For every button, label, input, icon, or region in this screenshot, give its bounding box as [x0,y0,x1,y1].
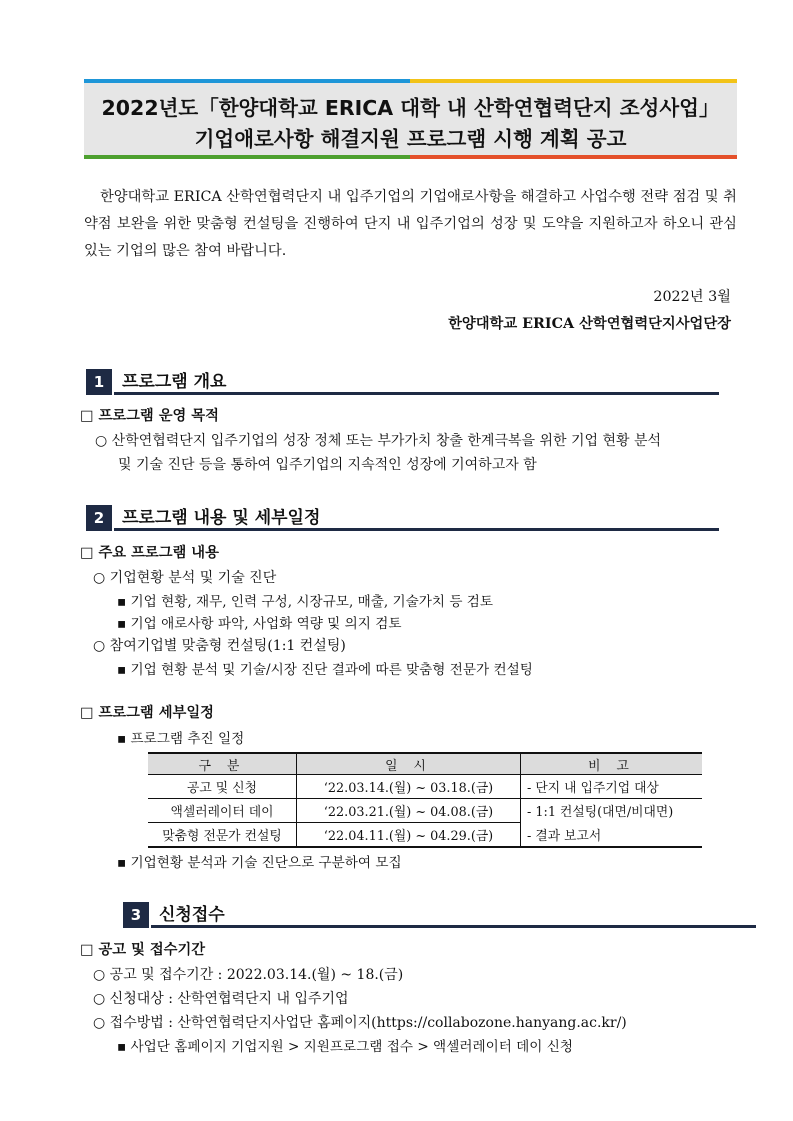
subsection-heading: □ 공고 및 접수기간 [80,942,206,958]
table-cell: 액셀러레이터 데이 [148,799,297,823]
list-item: ○ 신청대상 : 산학연협력단지 내 입주기업 [93,991,349,1007]
list-item-continued: 및 기술 진단 등을 통하여 입주기업의 지속적인 성장에 기여하고자 함 [118,457,537,473]
issuing-organization: 한양대학교 ERICA 산학연협력단지사업단장 [448,316,731,332]
list-item: ○ 기업현황 분석 및 기술 진단 [93,570,277,586]
table-cell: ‘22.03.14.(월) ~ 03.18.(금) [297,775,521,799]
section-title: 프로그램 내용 및 세부일정 [122,508,321,528]
section-title: 프로그램 개요 [122,372,227,392]
table-row [148,823,702,848]
page-title-line1: 2022년도「한양대학교 ERICA 대학 내 산학연협력단지 조성사업」 [101,96,720,120]
list-subitem: ▪ 기업 현황, 재무, 인력 구성, 시장규모, 매출, 기술가치 등 검토 [117,594,494,610]
list-subitem: ▪ 프로그램 추진 일정 [117,731,245,747]
table-header-row [148,753,702,775]
table-cell: - 1:1 컨설팅(대면/비대면) [527,805,674,821]
announcement-date: 2022년 3월 [653,289,731,305]
title-accent-bar [410,155,737,159]
section-number: 2 [86,505,112,531]
list-subitem: ▪ 기업현황 분석과 기술 진단으로 구분하여 모집 [117,855,402,871]
intro-paragraph: 한양대학교 ERICA 산학연협력단지 내 입주기업의 기업애로사항을 해결하고 사업수행 전략 점검 및 취약점 보완을 위한 맞춤형 컨설팅을 진행하여 단지 내 입주기업의 성장 및 도약을 지원하고자 하오니 관심 있는 기업의 많은 참여 바랍니다. [84,189,737,259]
section-number: 1 [86,369,112,395]
section-number: 3 [123,902,149,928]
table-header-cell: 비 고 [521,753,703,775]
title-accent-bar [84,155,410,159]
list-item: ○ 산학연협력단지 입주기업의 성장 정체 또는 부가가치 창출 한계극복을 위한 기업 현황 분석 [95,433,662,449]
schedule-table [148,752,702,848]
list-subitem: ▪ 사업단 홈페이지 기업지원 > 지원프로그램 접수 > 액셀러레이터 데이 신청 [117,1039,574,1055]
table-cell: 공고 및 신청 [148,775,297,799]
table-cell: ‘22.03.21.(월) ~ 04.08.(금) [297,799,521,823]
subsection-heading: □ 주요 프로그램 내용 [80,545,219,561]
subsection-heading: □ 프로그램 운영 목적 [80,408,219,424]
table-row [148,775,702,799]
list-subitem: ▪ 기업 현황 분석 및 기술/시장 진단 결과에 따른 맞춤형 전문가 컨설팅 [117,662,533,678]
table-row [148,799,702,823]
section-rule [114,392,719,395]
page-title-line2: 기업애로사항 해결지원 프로그램 시행 계획 공고 [194,127,627,151]
table-cell: - 결과 보고서 [521,823,703,848]
section-rule [151,925,756,928]
table-cell: - 단지 내 입주기업 대상 [521,775,703,799]
table-header-cell: 구 분 [148,753,297,775]
table-header-cell: 일 시 [297,753,521,775]
section-rule [114,528,719,531]
list-item: ○ 공고 및 접수기간 : 2022.03.14.(월) ~ 18.(금) [93,967,404,983]
list-item: ○ 참여기업별 맞춤형 컨설팅(1:1 컨설팅) [93,638,346,654]
table-cell: ‘22.04.11.(월) ~ 04.29.(금) [297,823,521,848]
table-cell: 맞춤형 전문가 컨설팅 [148,823,297,848]
list-item: ○ 접수방법 : 산학연협력단지사업단 홈페이지(https://collabozone.hanyang.ac.kr/) [93,1015,627,1031]
list-subitem: ▪ 기업 애로사항 파악, 사업화 역량 및 의지 검토 [117,616,402,632]
section-title: 신청접수 [159,905,225,925]
subsection-heading: □ 프로그램 세부일정 [80,705,214,721]
